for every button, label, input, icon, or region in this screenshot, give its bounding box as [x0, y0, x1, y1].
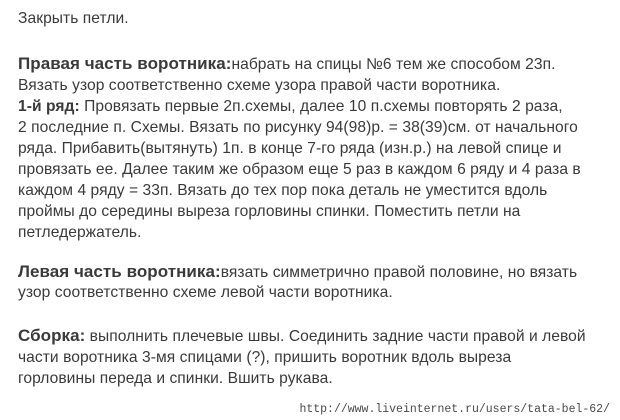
row1-text-3: ряда. Прибавить(вытянуть) 1п. в конце 7-го ряда (изн.р.) на левой спице и	[18, 140, 562, 157]
assembly-line-3: горловины переда и спинки. Вшить рукава.	[18, 370, 333, 387]
row1-text-6: проймы до середины выреза горловины спинки. Поместить петли на	[18, 203, 521, 220]
left-collar-line-1: вязать симметрично правой половине, но вязать	[220, 264, 578, 281]
source-url-watermark: http://www.liveinternet.ru/users/tata-bel-62/	[299, 403, 610, 416]
row1-text-2: 2 последние п. Схемы. Вязать по рисунку 94(98)р. = 38(39)см. от начального	[18, 119, 578, 136]
assembly-heading-line	[18, 326, 586, 347]
right-collar-heading: Правая часть воротника:	[18, 54, 232, 73]
assembly-line-2: части воротника 3-мя спицами (?), пришить воротник вдоль выреза	[18, 349, 512, 366]
left-collar-line-2: узор соответственно схеме левой части воротника.	[18, 284, 393, 301]
row1-line-1	[18, 97, 563, 117]
row1-label: 1-й ряд:	[18, 98, 80, 115]
row1-text-7: петледержатель.	[18, 224, 142, 241]
left-collar-heading: Левая часть воротника:	[18, 262, 221, 281]
row1-text-4: провязать ее. Далее таким же образом еще 5 раз в каждом 6 ряду и 4 раза в	[18, 161, 581, 178]
left-collar-heading-line	[18, 262, 577, 283]
intro-text: Закрыть петли.	[18, 10, 129, 27]
assembly-line-1: выполнить плечевые швы. Соединить задние части правой и левой	[85, 328, 586, 345]
assembly-heading: Сборка:	[18, 326, 86, 345]
right-collar-heading-line	[18, 54, 556, 75]
right-collar-line-2: Вязать узор соответственно схеме узора правой части воротника.	[18, 77, 501, 94]
row1-text-5: каждом 4 ряду = 33п. Вязать до тех пор пока деталь не уместится вдоль	[18, 182, 548, 199]
row1-text-1: Провязать первые 2п.схемы, далее 10 п.схемы повторять 2 раза,	[79, 98, 563, 115]
right-collar-line-1: набрать на спицы №6 тем же способом 23п.	[231, 56, 556, 73]
